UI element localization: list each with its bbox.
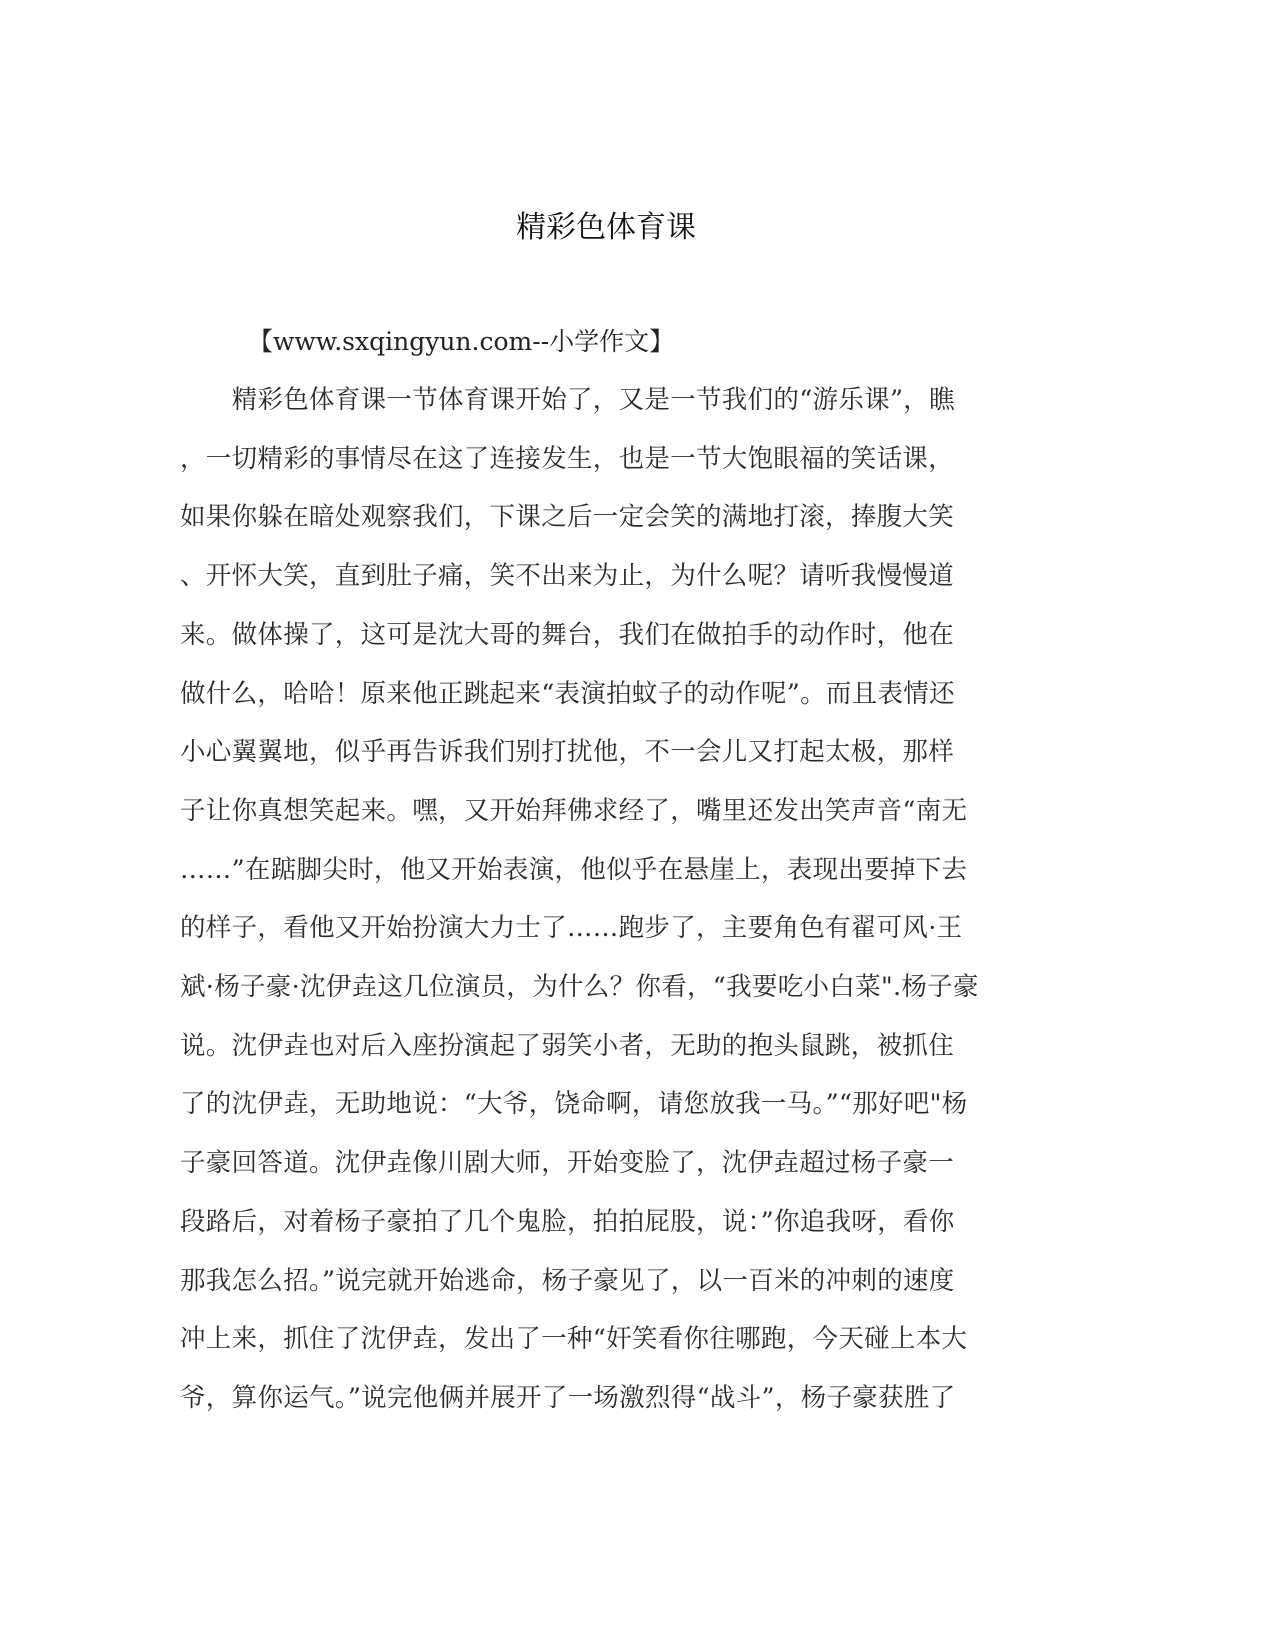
paragraph-line: 了的沈伊垚，无助地说：“大爷，饶命啊，请您放我一马。”“那好吧"杨: [180, 1089, 968, 1120]
paragraph-line: 的样子，看他又开始扮演大力士了……跑步了，主要角色有翟可风·王: [180, 913, 963, 944]
paragraph-line: 做什么，哈哈！原来他正跳起来“表演拍蚊子的动作呢”。而且表情还: [180, 678, 955, 709]
paragraph-line: 如果你躲在暗处观察我们，下课之后一定会笑的满地打滚，捧腹大笑: [180, 502, 955, 533]
paragraph-line: 段路后，对着杨子豪拍了几个鬼脸，拍拍屁股，说：”你追我呀，看你: [180, 1206, 955, 1237]
paragraph-line: 、开怀大笑，直到肚子痛，笑不出来为止，为什么呢？请听我慢慢道: [180, 561, 955, 592]
paragraph-line: 说。沈伊垚也对后入座扮演起了弱笑小者，无助的抱头鼠跳，被抓住: [180, 1030, 955, 1061]
source-tag: 【www.sxqingyun.com--小学作文】: [248, 327, 675, 356]
paragraph-line: 小心翼翼地，似乎再告诉我们别打扰他，不一会儿又打起太极，那样: [180, 737, 955, 768]
paragraph-line: 冲上来，抓住了沈伊垚，发出了一种“奸笑看你往哪跑，今天碰上本大: [180, 1324, 968, 1355]
paragraph-line: 爷，算你运气。”说完他俩并展开了一场激烈得“战斗”，杨子豪获胜了: [180, 1382, 956, 1413]
paragraph-line: 来。做体操了，这可是沈大哥的舞台，我们在做拍手的动作时，他在: [180, 619, 955, 650]
paragraph-line: 精彩色体育课一节体育课开始了，又是一节我们的“游乐课”，瞧: [180, 385, 955, 415]
document-title: 精彩色体育课: [516, 210, 696, 245]
paragraph-line: 那我怎么招。”说完就开始逃命，杨子豪见了，以一百米的冲刺的速度: [180, 1265, 955, 1296]
paragraph-line: ，一切精彩的事情尽在这了连接发生，也是一节大饱眼福的笑话课，: [180, 443, 955, 474]
paragraph-line: 子豪回答道。沈伊垚像川剧大师，开始变脸了，沈伊垚超过杨子豪一: [180, 1148, 955, 1179]
paragraph-line: 子让你真想笑起来。嘿，又开始拜佛求经了，嘴里还发出笑声音“南无: [180, 795, 968, 826]
paragraph-line: 斌·杨子豪·沈伊垚这几位演员，为什么？你看，“我要吃小白菜".杨子豪: [180, 972, 979, 1002]
paragraph-line: ……”在踮脚尖时，他又开始表演，他似乎在悬崖上，表现出要掉下去: [180, 854, 968, 885]
